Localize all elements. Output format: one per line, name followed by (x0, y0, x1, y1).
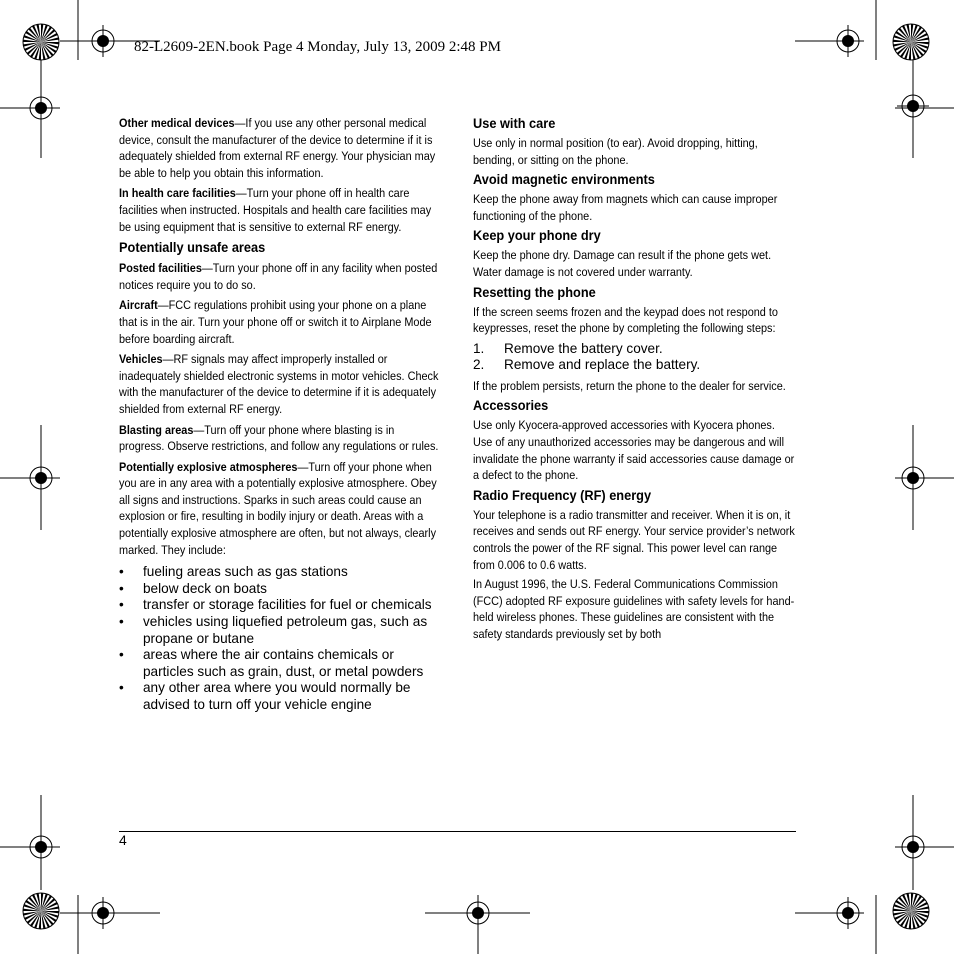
resetting-heading: Resetting the phone (473, 284, 596, 301)
other-medical-devices-title: Other medical devices (119, 116, 235, 130)
use-with-care-text: Use only in normal position (to ear). Avoid dropping, hitting, bending, or sitting on the phone. (473, 136, 758, 167)
list-item (473, 341, 795, 357)
list-item (119, 680, 441, 713)
rf-energy-heading: Radio Frequency (RF) energy (473, 487, 652, 504)
vehicles-text: —RF signals may affect improperly installed or inadequately shielded electronic systems in motor vehicles. Check with the manufacturer of the device to determine if it is adequately shielded from external RF energy. (119, 352, 439, 416)
reset-followup-text: If the problem persists, return the phone to the dealer for service. (473, 378, 786, 393)
health-care-text: —Turn your phone off in health care facilities when instructed. Hospitals and health care facilities may be using equipment that is sensitive to external RF energy. (119, 186, 432, 234)
print-header: 82-L2609-2EN.book Page 4 Monday, July 13, 2009 2:48 PM (134, 39, 501, 55)
use-with-care-heading: Use with care (473, 116, 556, 132)
list-item (119, 597, 441, 614)
rf-energy-text-2: In August 1996, the U.S. Federal Communications Commission (FCC) adopted RF exposure guidelines with safety levels for hand-held wireless phones. These guidelines are consistent with the safety standards previously set by both (473, 577, 795, 641)
list-item (119, 581, 441, 598)
bullet-icon: • (119, 647, 124, 663)
other-medical-devices-paragraph (119, 115, 441, 181)
list-item-text: any other area where you would normally be advised to turn off your vehicle engine (143, 680, 411, 712)
list-item-text: transfer or storage facilities for fuel or chemicals (143, 597, 432, 613)
magnetic-text: Keep the phone away from magnets which can cause improper functioning of the phone. (473, 192, 778, 223)
footer-rule (119, 831, 796, 832)
accessories-text: Use only Kyocera-approved accessories with Kyocera phones. Use of any unauthorized accessories may be dangerous and will invalidate the phone warranty if said accessories cause damage or a defect to the phone. (473, 418, 795, 483)
list-item-text: areas where the air contains chemicals or particles such as grain, dust, or metal powders (143, 647, 424, 679)
step-number: 1. (473, 340, 485, 356)
aircraft-text: —FCC regulations prohibit using your phone on a plane that is in the air. Turn your phone off or switch it to Airplane Mode before boarding aircraft. (119, 298, 432, 346)
vehicles-title: Vehicles (119, 352, 163, 367)
left-column (119, 115, 441, 714)
list-item (119, 614, 441, 647)
list-item-text: below deck on boats (143, 580, 267, 596)
list-item (119, 564, 441, 581)
unsafe-areas-heading: Potentially unsafe areas (119, 240, 266, 257)
bullet-icon: • (119, 597, 124, 613)
explosive-atmospheres-paragraph (119, 459, 441, 559)
bullet-icon: • (119, 680, 124, 696)
blasting-areas-title: Blasting areas (119, 422, 194, 437)
other-medical-devices-text: —If you use any other personal medical device, consult the manufacturer of the device to determine if it is adequately shielded from external RF energy. Your physician may be able to help you obtain this information. (119, 116, 436, 180)
list-item (473, 357, 795, 373)
step-number: 2. (473, 356, 485, 372)
posted-facilities-paragraph (119, 260, 441, 293)
keep-dry-text: Keep the phone dry. Damage can result if the phone gets wet. Water damage is not covered under warranty. (473, 248, 772, 279)
bullet-icon: • (119, 614, 124, 630)
health-care-title: In health care facilities (119, 186, 236, 201)
page-number: 4 (119, 832, 127, 848)
explosive-areas-list (119, 564, 441, 713)
aircraft-paragraph (119, 297, 441, 347)
blasting-areas-paragraph (119, 422, 441, 455)
step-text: Remove the battery cover. (504, 340, 663, 356)
vehicles-paragraph (119, 351, 441, 417)
health-care-paragraph (119, 185, 441, 235)
keep-dry-heading: Keep your phone dry (473, 228, 601, 245)
explosive-atmospheres-title: Potentially explosive atmospheres (119, 459, 298, 474)
list-item (119, 647, 441, 680)
rf-energy-text-1: Your telephone is a radio transmitter and receiver. When it is on, it receives and sends out RF energy. Your service provider’s network controls the power of the RF signal. This power level can range from 0.006 to 0.6 watts. (473, 507, 795, 572)
resetting-text: If the screen seems frozen and the keypad does not respond to keypresses, reset the phone by completing the following steps: (473, 304, 778, 336)
magnetic-heading: Avoid magnetic environments (473, 172, 655, 189)
bullet-icon: • (119, 580, 124, 596)
step-text: Remove and replace the battery. (504, 356, 701, 372)
bullet-icon: • (119, 564, 124, 580)
list-item-text: vehicles using liquefied petroleum gas, such as propane or butane (143, 614, 428, 646)
blasting-areas-text: —Turn off your phone where blasting is in progress. Observe restrictions, and follow any regulations or rules. (119, 422, 439, 454)
right-column (473, 115, 795, 645)
explosive-atmospheres-text: —Turn off your phone when you are in any area with a potentially explosive atmosphere. Obey all signs and instructions. Sparks in such areas could cause an explosion or fire, resulting in bodily injury or death. Areas with a potentially explosive atmosphere are often, but not always, clearly marked. They include: (119, 459, 437, 557)
posted-facilities-title: Posted facilities (119, 261, 202, 276)
accessories-heading: Accessories (473, 398, 549, 415)
aircraft-title: Aircraft (119, 298, 158, 313)
reset-steps-list (473, 341, 795, 373)
posted-facilities-text: —Turn your phone off in any facility when posted notices require you to do so. (119, 261, 438, 292)
list-item-text: fueling areas such as gas stations (143, 564, 348, 580)
